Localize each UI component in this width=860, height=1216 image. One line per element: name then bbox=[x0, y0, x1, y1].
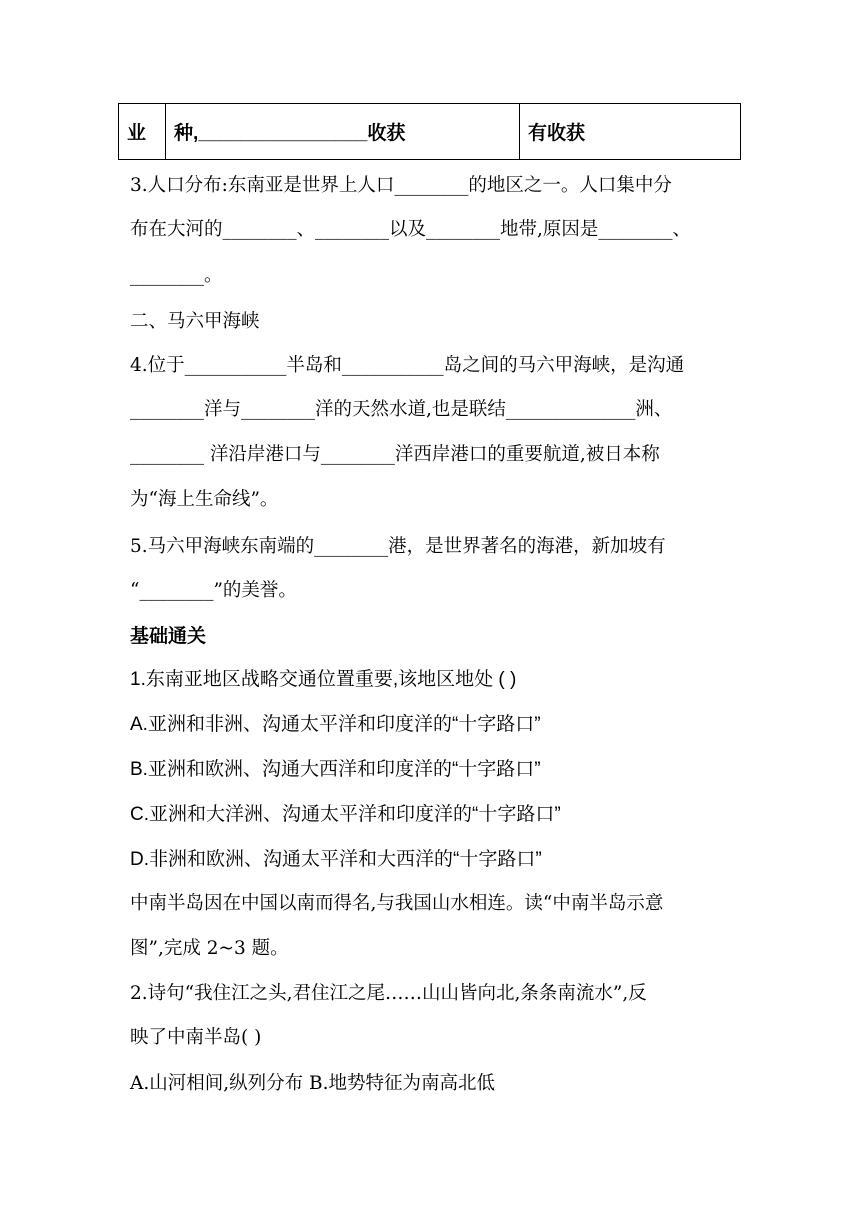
question-stem: 1.东南亚地区战略交通位置重要,该地区地处 ( ) bbox=[130, 669, 517, 690]
section-heading: 二、马六甲海峡 bbox=[130, 311, 260, 332]
table-fragment bbox=[118, 103, 741, 160]
paragraph-line: 5.马六甲海峡东南端的________港，是世界著名的海港，新加坡有 bbox=[130, 536, 666, 557]
option-a: A.亚洲和非洲、沟通太平洋和印度洋的“十字路口” bbox=[130, 714, 541, 735]
table-cell: 有收获 bbox=[520, 104, 741, 160]
paragraph-line: 中南半岛因在中国以南而得名,与我国山水相连。读“中南半岛示意 bbox=[130, 893, 664, 914]
option-d: D.非洲和欧洲、沟通太平洋和大西洋的“十字路口” bbox=[130, 849, 542, 870]
paragraph-line: ________。 bbox=[130, 265, 223, 286]
question-stem: 2.诗句“我住江之头,君住江之尾……山山皆向北,条条南流水”,反 bbox=[130, 983, 647, 1004]
paragraph-line: 4.位于___________半岛和___________岛之间的马六甲海峡，是沟通 bbox=[130, 355, 685, 376]
paragraph-line: ________洋与________洋的天然水道,也是联结______________洲、 bbox=[130, 399, 673, 420]
table-row bbox=[119, 104, 741, 160]
table-cell: 业 bbox=[119, 104, 166, 160]
section-heading: 基础通关 bbox=[130, 626, 207, 647]
table-cell: 种,________________收获 bbox=[166, 104, 520, 160]
paragraph-line: “________”的美誉。 bbox=[130, 580, 297, 601]
option-c: C.亚洲和大洋洲、沟通太平洋和印度洋的“十字路口” bbox=[130, 804, 561, 825]
option-row: A.山河相间,纵列分布 B.地势特征为南高北低 bbox=[130, 1073, 495, 1094]
question-stem: 映了中南半岛( ) bbox=[130, 1027, 262, 1048]
paragraph-line: 3.人口分布:东南亚是世界上人口________的地区之一。人口集中分 bbox=[130, 175, 672, 196]
paragraph-line: 图”,完成 2~3 题。 bbox=[130, 938, 289, 959]
paragraph-line: 布在大河的________、________以及________地带,原因是________、 bbox=[130, 219, 691, 240]
paragraph-line: 为“海上生命线”。 bbox=[130, 489, 279, 510]
paragraph-line: ________ 洋沿岸港口与________洋西岸港口的重要航道,被日本称 bbox=[130, 444, 660, 465]
option-b: B.亚洲和欧洲、沟通大西洋和印度洋的“十字路口” bbox=[130, 759, 541, 780]
